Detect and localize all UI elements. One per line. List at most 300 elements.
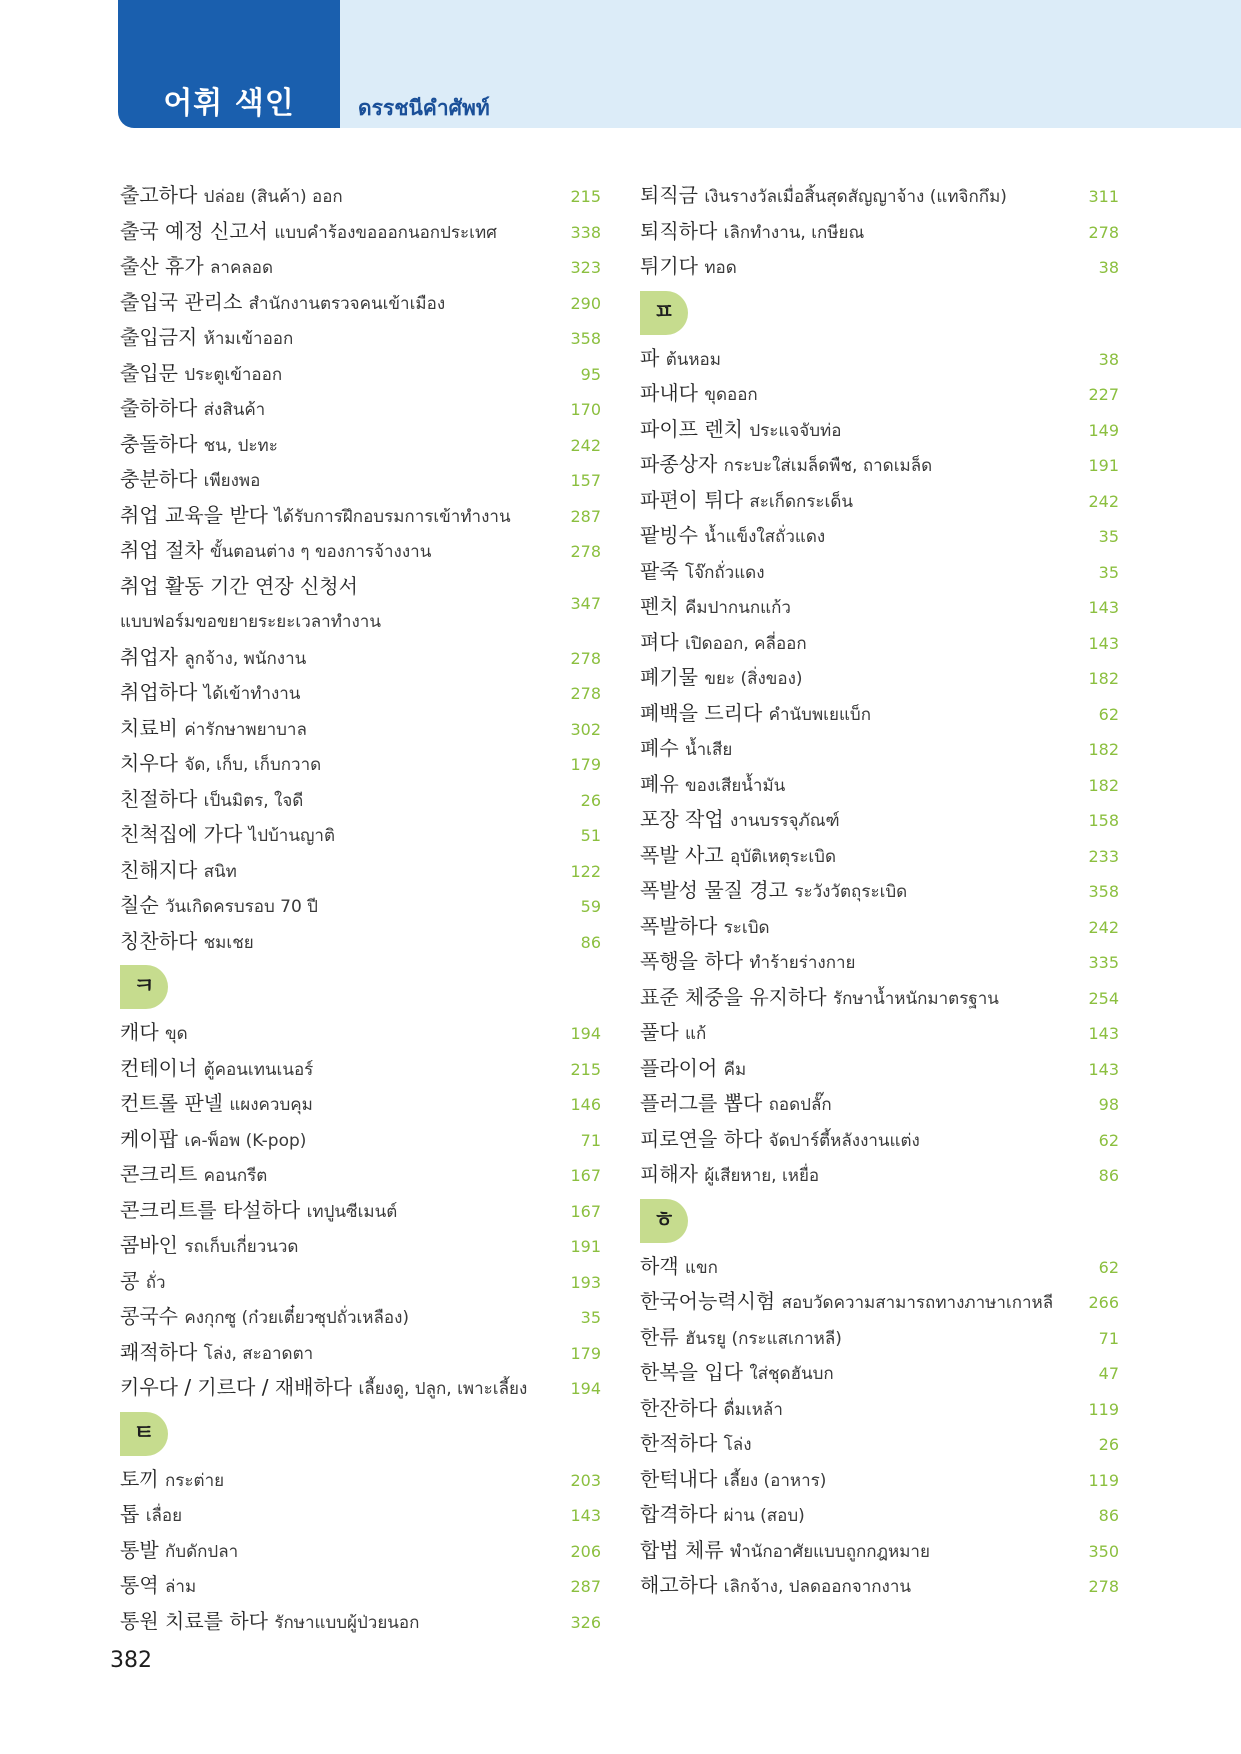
korean-term: 칭찬하다: [120, 928, 198, 953]
page-ref: 347: [570, 594, 601, 613]
page-ref: 62: [1098, 1130, 1119, 1150]
page-ref: 51: [580, 826, 601, 845]
korean-term: 튀기다: [640, 254, 698, 278]
page-ref: 38: [1098, 349, 1119, 369]
thai-translation: ชน, ปะทะ: [203, 435, 278, 456]
page-ref: 59: [580, 897, 601, 916]
thai-translation: เลี้ยงดู, ปลูก, เพาะเลี้ยง: [358, 1379, 528, 1399]
index-entry: [120, 640, 601, 676]
index-entry: [640, 589, 1119, 625]
page-ref: 143: [1088, 598, 1119, 617]
page-ref: 38: [1098, 258, 1119, 277]
thai-translation: แบบคำร้องขอออกนอกประเทศ: [274, 222, 497, 243]
thai-translation: คำนับพเยแบ็ก: [768, 704, 871, 725]
korean-term: 피해자: [640, 1162, 698, 1186]
korean-term: 콩국수: [120, 1304, 178, 1328]
index-entry: [640, 873, 1119, 909]
page-ref: 233: [1088, 846, 1119, 866]
page-ref: 193: [570, 1272, 601, 1292]
section-letter-badge: ㅎ: [640, 1199, 688, 1243]
korean-term: 파이프 렌치: [640, 416, 743, 441]
index-entry: [120, 1264, 601, 1300]
korean-term: 출입금지: [120, 325, 198, 349]
page-ref: 266: [1088, 1293, 1119, 1312]
thai-translation: เลี้ยง (อาหาร): [723, 1470, 827, 1491]
thai-translation: ไปบ้านญาติ: [248, 826, 336, 846]
thai-translation: รักษาแบบผู้ป่วยนอก: [274, 1612, 420, 1633]
korean-term: 케이팝: [120, 1126, 178, 1151]
thai-translation: เปิดออก, คลี่ออก: [685, 633, 807, 654]
index-entry: [640, 554, 1119, 590]
korean-term: 콘크리트를 타설하다: [120, 1197, 301, 1222]
index-entry: [640, 447, 1119, 483]
page-ref: 358: [570, 329, 601, 348]
page-subtitle: ดรรชนีคำศัพท์: [358, 96, 490, 120]
index-entry: [120, 214, 601, 250]
index-entry: [120, 1193, 601, 1229]
page-ref: 71: [580, 1130, 601, 1150]
korean-term: 치우다: [120, 751, 178, 775]
korean-term: 취업하다: [120, 680, 198, 704]
thai-translation: รักษาน้ำหนักมาตรฐาน: [832, 988, 999, 1009]
korean-term: 풀다: [640, 1020, 679, 1044]
index-entry: [640, 980, 1119, 1016]
korean-term: 합격하다: [640, 1502, 718, 1526]
index-entry: [120, 1462, 601, 1498]
page-ref: 179: [570, 755, 601, 774]
page-ref: 143: [1088, 633, 1119, 653]
index-entry: [640, 767, 1119, 803]
index-entry: [120, 1086, 601, 1122]
korean-term: 파내다: [640, 381, 698, 405]
page-ref: 35: [580, 1308, 601, 1327]
thai-translation: ได้รับการฝึกอบรมการเข้าทำงาน: [274, 506, 511, 527]
index-entry: [640, 1157, 1119, 1193]
index-entry: [120, 1228, 601, 1264]
thai-translation: คอนกรีต: [203, 1166, 268, 1186]
index-entry: [120, 1604, 601, 1640]
index-entry: [120, 782, 601, 818]
index-entry: [120, 1122, 601, 1158]
index-entry: [120, 1015, 601, 1051]
page-ref: 215: [570, 1059, 601, 1079]
index-entry: [640, 341, 1119, 377]
index-entry: [120, 569, 601, 640]
index-entry: [120, 1568, 601, 1604]
index-entry: [640, 1051, 1119, 1087]
index-entry: [640, 1284, 1119, 1320]
index-entry: [640, 625, 1119, 661]
thai-translation: แผงควบคุม: [229, 1095, 313, 1115]
page-ref: 350: [1088, 1541, 1119, 1561]
page-ref: 158: [1088, 811, 1119, 830]
page-ref: 149: [1088, 420, 1119, 440]
thai-translation: ทำร้ายร่างกาย: [749, 953, 856, 973]
page-ref: 35: [1098, 562, 1119, 582]
section-header: [640, 1193, 1119, 1249]
index-entry: [640, 1462, 1119, 1498]
page-ref: 98: [1098, 1095, 1119, 1114]
index-entry: [120, 853, 601, 889]
index-entry: [120, 1157, 601, 1193]
index-entry: [640, 1015, 1119, 1051]
thai-translation: ลาคลอด: [210, 258, 274, 278]
index-entry: [120, 498, 601, 534]
index-entry: [640, 1355, 1119, 1391]
thai-translation: วันเกิดครบรอบ 70 ปี: [165, 897, 318, 917]
index-entry: [640, 696, 1119, 732]
thai-translation: เลื่อย: [145, 1506, 183, 1526]
page-ref: 143: [570, 1506, 601, 1525]
thai-translation: ทอด: [704, 258, 737, 278]
index-entry: [640, 944, 1119, 980]
thai-translation: ชมเชย: [203, 932, 254, 953]
thai-translation: โล่ง: [723, 1435, 752, 1455]
thai-translation: ประแจจับท่อ: [749, 420, 842, 441]
index-entry: [120, 888, 601, 924]
korean-term: 취업 활동 기간 연장 신청서: [120, 574, 358, 598]
korean-term: 팥죽: [640, 558, 679, 583]
index-entry: [120, 285, 601, 321]
korean-term: 폐백을 드리다: [640, 700, 763, 725]
page-ref: 86: [580, 932, 601, 952]
page-ref: 182: [1088, 740, 1119, 759]
korean-term: 충분하다: [120, 467, 198, 491]
page-ref: 143: [1088, 1024, 1119, 1043]
page-ref: 323: [570, 258, 601, 277]
korean-term: 한국어능력시험: [640, 1289, 776, 1313]
korean-term: 한복을 입다: [640, 1360, 743, 1384]
thai-translation: อุบัติเหตุระเบิด: [730, 846, 837, 867]
index-entry: [120, 1335, 601, 1371]
korean-term: 한류: [640, 1324, 679, 1349]
page-ref: 62: [1098, 1257, 1119, 1277]
korean-term: 키우다 / 기르다 / 재배하다: [120, 1375, 353, 1399]
thai-translation: เทปูนซีเมนต์: [306, 1201, 398, 1222]
index-entry: [640, 214, 1119, 250]
index-entry: [640, 376, 1119, 412]
thai-translation: ปล่อย (สินค้า) ออก: [203, 187, 343, 207]
index-entry: [640, 731, 1119, 767]
thai-translation: ค่ารักษาพยาบาล: [184, 719, 307, 740]
thai-translation: ลูกจ้าง, พนักงาน: [184, 648, 307, 669]
page-ref: 167: [570, 1166, 601, 1185]
thai-translation: กระต่าย: [165, 1470, 225, 1491]
thai-translation: ใส่ชุดฮันบก: [749, 1364, 834, 1384]
page-ref: 290: [570, 293, 601, 313]
korean-term: 친해지다: [120, 857, 198, 882]
thai-translation: เลิกจ้าง, ปลดออกจากงาน: [723, 1577, 912, 1597]
thai-translation: น้ำเสีย: [685, 740, 733, 760]
korean-term: 콘크리트: [120, 1162, 198, 1186]
section-header: [120, 959, 601, 1015]
korean-term: 폭행을 하다: [640, 949, 743, 973]
korean-term: 펜치: [640, 594, 679, 618]
page-ref: 335: [1088, 953, 1119, 972]
page-ref: 206: [570, 1541, 601, 1561]
thai-translation: เลิกทำงาน, เกษียณ: [723, 222, 865, 243]
korean-term: 취업자: [120, 644, 178, 669]
thai-translation: ขั้นตอนต่าง ๆ ของการจ้างงาน: [210, 542, 432, 562]
korean-term: 쾌적하다: [120, 1339, 198, 1364]
index-entry: [640, 1249, 1119, 1285]
page-ref: 191: [570, 1237, 601, 1256]
thai-translation: เป็นมิตร, ใจดี: [203, 790, 304, 811]
thai-translation: รถเก็บเกี่ยวนวด: [184, 1237, 299, 1257]
page-ref: 194: [570, 1379, 601, 1398]
korean-term: 톱: [120, 1502, 140, 1526]
index-entry: [120, 711, 601, 747]
korean-term: 폭발하다: [640, 913, 718, 938]
thai-translation: น้ำแข็งใสถั่วแดง: [704, 527, 826, 547]
thai-translation: ถอดปลั๊ก: [768, 1095, 832, 1115]
index-entry: [120, 462, 601, 498]
index-entry: [120, 427, 601, 463]
korean-term: 폐수: [640, 736, 679, 760]
page-title: 어휘 색인: [163, 86, 295, 121]
korean-term: 치료비: [120, 715, 178, 740]
index-entry: [640, 1086, 1119, 1122]
thai-translation: ตู้คอนเทนเนอร์: [203, 1059, 314, 1080]
korean-term: 한잔하다: [640, 1395, 718, 1420]
thai-translation: โจ๊กถั่วแดง: [685, 562, 765, 583]
korean-term: 콩: [120, 1268, 140, 1293]
page-ref: 311: [1088, 187, 1119, 206]
korean-term: 퇴직금: [640, 183, 698, 207]
thai-translation: ขยะ (สิ่งของ): [704, 669, 803, 689]
thai-translation: เพียงพอ: [203, 471, 261, 491]
korean-term: 통역: [120, 1573, 159, 1597]
index-entry: [640, 1391, 1119, 1427]
index-entry: [640, 1426, 1119, 1462]
page-ref: 71: [1098, 1328, 1119, 1348]
thai-translation: ประตูเข้าออก: [184, 364, 283, 385]
index-entry: [120, 249, 601, 285]
thai-translation: ห้ามเข้าออก: [203, 329, 294, 349]
thai-translation: สำนักงานตรวจคนเข้าเมือง: [248, 293, 446, 314]
korean-term: 합법 체류: [640, 1537, 724, 1562]
korean-term: 컨테이너: [120, 1055, 198, 1080]
page-ref: 26: [580, 790, 601, 810]
index-entry: [640, 838, 1119, 874]
page-ref: 287: [570, 1577, 601, 1596]
page-ref: 62: [1098, 704, 1119, 724]
thai-translation: ดื่มเหล้า: [723, 1399, 783, 1420]
index-entry: [640, 412, 1119, 448]
page-ref: 86: [1098, 1506, 1119, 1525]
korean-term: 폭발 사고: [640, 842, 724, 867]
index-entry: [120, 533, 601, 569]
korean-term: 출고하다: [120, 183, 198, 207]
korean-term: 포장 작업: [640, 807, 724, 831]
korean-term: 출입국 관리소: [120, 289, 243, 314]
korean-term: 펴다: [640, 629, 679, 654]
korean-term: 한턱내다: [640, 1466, 718, 1491]
page-ref: 167: [570, 1201, 601, 1221]
index-entry: [120, 746, 601, 782]
korean-term: 컨트롤 판넬: [120, 1091, 223, 1115]
index-entry: [120, 320, 601, 356]
korean-term: 취업 절차: [120, 538, 204, 562]
index-entry: [640, 249, 1119, 285]
korean-term: 퇴직하다: [640, 218, 718, 243]
korean-term: 출국 예정 신고서: [120, 218, 268, 243]
section-letter-badge: ㅍ: [640, 291, 688, 335]
thai-translation: สะเก็ดกระเด็น: [749, 491, 854, 512]
korean-term: 출산 휴가: [120, 254, 204, 278]
page-ref: 157: [570, 471, 601, 490]
korean-term: 파종상자: [640, 452, 718, 476]
page-ref: 143: [1088, 1059, 1119, 1079]
korean-term: 친절하다: [120, 786, 198, 811]
page-ref: 122: [570, 861, 601, 881]
korean-term: 칠순: [120, 893, 159, 917]
page-ref: 278: [570, 648, 601, 668]
thai-translation: ต้นหอม: [665, 349, 721, 370]
page-ref: 182: [1088, 669, 1119, 688]
korean-term: 파: [640, 345, 660, 370]
thai-translation: พำนักอาศัยแบบถูกกฎหมาย: [730, 1541, 930, 1562]
index-entry: [640, 518, 1119, 554]
index-entry: [120, 1299, 601, 1335]
page-ref: 179: [570, 1343, 601, 1363]
korean-term: 해고하다: [640, 1573, 718, 1597]
thai-translation: จัด, เก็บ, เก็บกวาด: [184, 755, 322, 775]
thai-translation: ขุดออก: [704, 385, 758, 405]
page-ref: 254: [1088, 988, 1119, 1008]
index-entry: [640, 1533, 1119, 1569]
index-entry: [640, 1122, 1119, 1158]
page-ref: 191: [1088, 456, 1119, 475]
korean-term: 출입문: [120, 360, 178, 385]
index-entry: [120, 817, 601, 853]
index-entry: [640, 1568, 1119, 1604]
thai-translation: ล่าม: [165, 1577, 197, 1597]
page-ref: 119: [1088, 1470, 1119, 1490]
page-ref: 242: [1088, 491, 1119, 511]
page-ref: 287: [570, 506, 601, 526]
page-ref: 86: [1098, 1166, 1119, 1185]
index-entry: [120, 1051, 601, 1087]
index-column-left: [120, 178, 601, 1639]
thai-translation: สอบวัดความสามารถทางภาษาเกาหลี: [781, 1293, 1054, 1313]
page-ref: 302: [570, 719, 601, 739]
index-entry: [120, 924, 601, 960]
index-entry: [120, 1533, 601, 1569]
thai-translation: ได้เข้าทำงาน: [203, 684, 301, 704]
korean-term: 통발: [120, 1537, 159, 1562]
page-ref: 47: [1098, 1364, 1119, 1383]
korean-term: 친척집에 가다: [120, 822, 243, 846]
index-column-right: [640, 178, 1119, 1604]
header-tab: [118, 0, 340, 128]
page-ref: 358: [1088, 882, 1119, 901]
index-entry: [640, 802, 1119, 838]
thai-translation: ของเสียน้ำมัน: [685, 775, 786, 796]
korean-term: 충돌하다: [120, 431, 198, 456]
index-entry: [640, 909, 1119, 945]
index-entry: [640, 660, 1119, 696]
korean-term: 표준 체중을 유지하다: [640, 984, 827, 1009]
thai-translation: แก้: [685, 1024, 707, 1044]
page-ref: 278: [570, 542, 601, 561]
korean-term: 폐기물: [640, 665, 698, 689]
thai-translation: ผ่าน (สอบ): [723, 1506, 805, 1526]
index-entry: [120, 178, 601, 214]
section-header: [640, 285, 1119, 341]
page-ref: 278: [570, 684, 601, 703]
thai-translation: คีมปากนกแก้ว: [685, 598, 791, 618]
page-ref: 170: [570, 400, 601, 419]
thai-translation: แขก: [685, 1257, 718, 1278]
page-ref: 146: [570, 1095, 601, 1114]
thai-translation: สนิท: [203, 861, 237, 882]
thai-translation: ระเบิด: [723, 917, 770, 938]
korean-term: 토끼: [120, 1466, 159, 1491]
thai-translation: งานบรรจุภัณฑ์: [730, 811, 840, 831]
index-entry: [640, 1497, 1119, 1533]
thai-translation: ขุด: [165, 1024, 188, 1044]
korean-term: 취업 교육을 받다: [120, 502, 268, 527]
thai-translation: กับดักปลา: [165, 1541, 239, 1562]
korean-term: 콤바인: [120, 1233, 178, 1257]
section-letter-badge: ㅌ: [120, 1412, 168, 1456]
page-ref: 227: [1088, 385, 1119, 404]
page-ref: 278: [1088, 222, 1119, 242]
index-entry: [640, 483, 1119, 519]
thai-translation: กระบะใส่เมล็ดพืช, ถาดเมล็ด: [723, 456, 933, 476]
index-entry: [640, 1320, 1119, 1356]
korean-term: 출하하다: [120, 396, 198, 420]
korean-term: 폭발성 물질 경고: [640, 878, 788, 902]
thai-translation: โล่ง, สะอาดตา: [203, 1343, 314, 1364]
page-number: 382: [110, 1648, 152, 1673]
page-ref: 242: [570, 435, 601, 455]
korean-term: 하객: [640, 1253, 679, 1278]
thai-translation: จัดปาร์ตี้หลังงานแต่ง: [768, 1130, 920, 1151]
page-ref: 278: [1088, 1577, 1119, 1596]
korean-term: 파편이 튀다: [640, 487, 743, 512]
korean-term: 폐유: [640, 771, 679, 796]
korean-term: 플라이어: [640, 1055, 718, 1080]
index-entry: [120, 391, 601, 427]
index-entry: [120, 356, 601, 392]
thai-translation: เงินรางวัลเมื่อสิ้นสุดสัญญาจ้าง (แทจิกกึม): [704, 187, 1007, 207]
korean-term: 피로연을 하다: [640, 1126, 763, 1151]
thai-translation: ผู้เสียหาย, เหยื่อ: [704, 1166, 820, 1186]
index-entry: [120, 675, 601, 711]
page-ref: 95: [580, 364, 601, 384]
page-ref: 182: [1088, 775, 1119, 795]
page-ref: 326: [570, 1612, 601, 1632]
page-ref: 119: [1088, 1399, 1119, 1419]
page-ref: 26: [1098, 1435, 1119, 1454]
thai-translation: ฮันรยู (กระแสเกาหลี): [685, 1328, 842, 1349]
korean-term: 캐다: [120, 1020, 159, 1044]
korean-term: 팥빙수: [640, 523, 698, 547]
thai-translation: ส่งสินค้า: [203, 400, 266, 420]
thai-translation: แบบฟอร์มขอขยายระยะเวลาทำงาน: [120, 612, 381, 632]
index-entry: [120, 1370, 601, 1406]
index-entry: [120, 1497, 601, 1533]
section-letter-badge: ㅋ: [120, 965, 168, 1009]
page-ref: 215: [570, 187, 601, 206]
korean-term: 플러그를 뽑다: [640, 1091, 763, 1115]
index-entry: [640, 178, 1119, 214]
thai-translation: คีม: [723, 1059, 747, 1080]
page-ref: 242: [1088, 917, 1119, 937]
page-ref: 338: [570, 222, 601, 242]
